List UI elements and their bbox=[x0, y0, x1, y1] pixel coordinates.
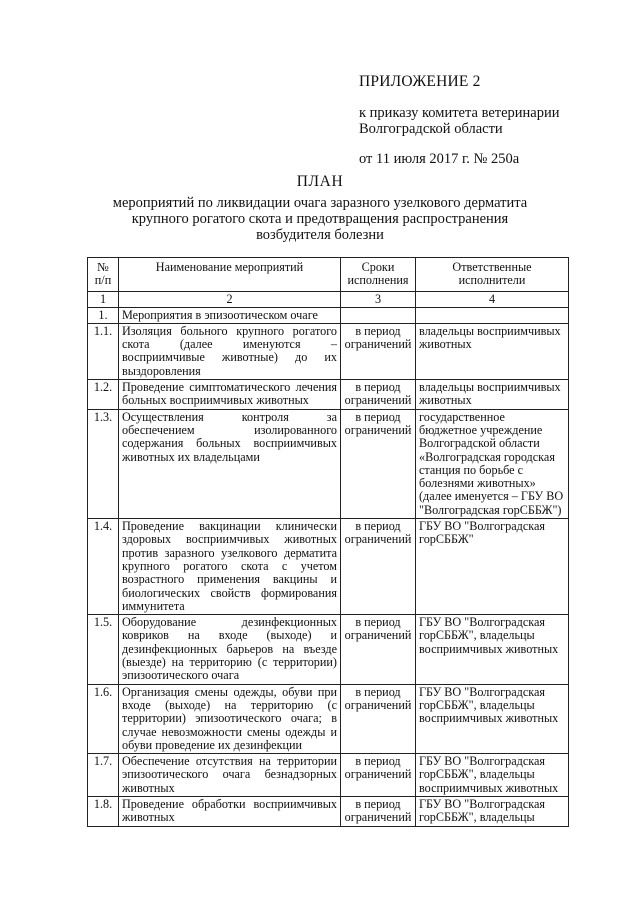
row-responsible: ГБУ ВО "Волгоградская горСББЖ", владельцы восприимчивых животных bbox=[416, 684, 569, 753]
plan-subtitle-line: крупного рогатого скота и предотвращения распространения bbox=[131, 211, 509, 227]
table-row bbox=[88, 615, 569, 684]
plan-title: ПЛАН bbox=[296, 173, 344, 190]
row-number: 1.7. bbox=[88, 754, 119, 797]
row-measure: Проведение вакцинации клинически здоровых восприимчивых животных против заразного узелкового дерматита крупного рогатого скота с учетом возрастного применения вакцины и биологических свойств формирования иммунитета bbox=[119, 519, 341, 615]
column-index-cell: 1 bbox=[88, 291, 119, 307]
row-responsible: государственное бюджетное учреждение Волгоградской области «Волгоградская городская станция по борьбе с болезнями животных» (далее именуется – ГБУ ВО "Волгоградская горСББЖ") bbox=[416, 409, 569, 518]
appendix-title: ПРИЛОЖЕНИЕ 2 bbox=[359, 73, 481, 90]
row-term: в период ограничений bbox=[341, 796, 416, 826]
row-term: в период ограничений bbox=[341, 380, 416, 410]
plan-subtitle-line: мероприятий по ликвидации очага заразного узелкового дерматита bbox=[112, 195, 528, 211]
row-measure: Обеспечение отсутствия на территории эпизоотического очага безнадзорных животных bbox=[119, 754, 341, 797]
row-number: 1.4. bbox=[88, 519, 119, 615]
row-responsible: ГБУ ВО "Волгоградская горСББЖ", владельцы восприимчивых животных bbox=[416, 754, 569, 797]
row-measure: Изоляция больного крупного рогатого скота (далее именуются – восприимчивые животные) до их выздоровления bbox=[119, 323, 341, 379]
table-row bbox=[88, 796, 569, 826]
table-row bbox=[88, 307, 569, 323]
row-responsible bbox=[416, 307, 569, 323]
row-measure: Мероприятия в эпизоотическом очаге bbox=[119, 307, 341, 323]
table-row bbox=[88, 380, 569, 410]
column-index-cell: 2 bbox=[119, 291, 341, 307]
row-term: в период ограничений bbox=[341, 615, 416, 684]
row-number: 1.2. bbox=[88, 380, 119, 410]
row-number: 1.8. bbox=[88, 796, 119, 826]
row-measure: Осуществления контроля за обеспечением изолированного содержания больных восприимчивых животных их владельцами bbox=[119, 409, 341, 518]
column-index-cell: 3 bbox=[341, 291, 416, 307]
row-term: в период ограничений bbox=[341, 409, 416, 518]
header-responsible-line: Ответственные bbox=[452, 260, 532, 274]
header-term-line: исполнения bbox=[347, 273, 409, 288]
row-number: 1.6. bbox=[88, 684, 119, 753]
plan-subtitle bbox=[90, 195, 550, 243]
appendix-order-line: к приказу комитета ветеринарии bbox=[359, 105, 560, 121]
appendix-date: от 11 июля 2017 г. № 250а bbox=[359, 151, 520, 167]
row-term bbox=[341, 307, 416, 323]
row-measure: Организация смены одежды, обуви при входе (выходе) на территорию (с территории) эпизоотического очага; в случае невозможности смены одежды и обуви проведение их дезинфекции bbox=[119, 684, 341, 753]
table-row bbox=[88, 684, 569, 753]
row-measure: Проведение симптоматического лечения больных восприимчивых животных bbox=[119, 380, 341, 410]
header-term bbox=[341, 258, 416, 292]
appendix-order-reference bbox=[359, 105, 619, 137]
row-responsible: владельцы восприимчивых животных bbox=[416, 380, 569, 410]
header-number-line: № bbox=[97, 260, 109, 274]
table-row bbox=[88, 754, 569, 797]
appendix-block bbox=[359, 72, 619, 168]
table-header-row bbox=[88, 258, 569, 292]
row-responsible: ГБУ ВО "Волгоградская горСББЖ", владельцы восприимчивых животных bbox=[416, 615, 569, 684]
row-measure: Проведение обработки восприимчивых животных bbox=[119, 796, 341, 826]
header-number bbox=[88, 258, 119, 292]
row-term: в период ограничений bbox=[341, 754, 416, 797]
appendix-order-line: Волгоградской области bbox=[359, 121, 503, 137]
row-term: в период ограничений bbox=[341, 684, 416, 753]
header-measure-name: Наименование мероприятий bbox=[119, 258, 341, 292]
header-term-line: Сроки bbox=[361, 260, 395, 274]
row-number: 1.3. bbox=[88, 409, 119, 518]
table-row bbox=[88, 519, 569, 615]
row-number: 1.5. bbox=[88, 615, 119, 684]
row-responsible: владельцы восприимчивых животных bbox=[416, 323, 569, 379]
table-row bbox=[88, 323, 569, 379]
row-responsible: ГБУ ВО "Волгоградская горСББЖ" bbox=[416, 519, 569, 615]
header-responsible bbox=[416, 258, 569, 292]
row-term: в период ограничений bbox=[341, 519, 416, 615]
table-row bbox=[88, 409, 569, 518]
row-measure: Оборудование дезинфекционных ковриков на входе (выходе) и дезинфекционных барьеров на въезде (выезде) на территорию (с территории) эпизоотического очага bbox=[119, 615, 341, 684]
column-index-cell: 4 bbox=[416, 291, 569, 307]
plan-subtitle-line: возбудителя болезни bbox=[256, 227, 384, 243]
measures-table bbox=[87, 257, 569, 827]
row-number: 1.1. bbox=[88, 323, 119, 379]
row-number: 1. bbox=[88, 307, 119, 323]
header-responsible-line: исполнители bbox=[458, 273, 526, 288]
header-number-line: п/п bbox=[94, 273, 112, 288]
column-index-row bbox=[88, 291, 569, 307]
row-term: в период ограничений bbox=[341, 323, 416, 379]
row-responsible: ГБУ ВО "Волгоградская горСББЖ", владельцы bbox=[416, 796, 569, 826]
